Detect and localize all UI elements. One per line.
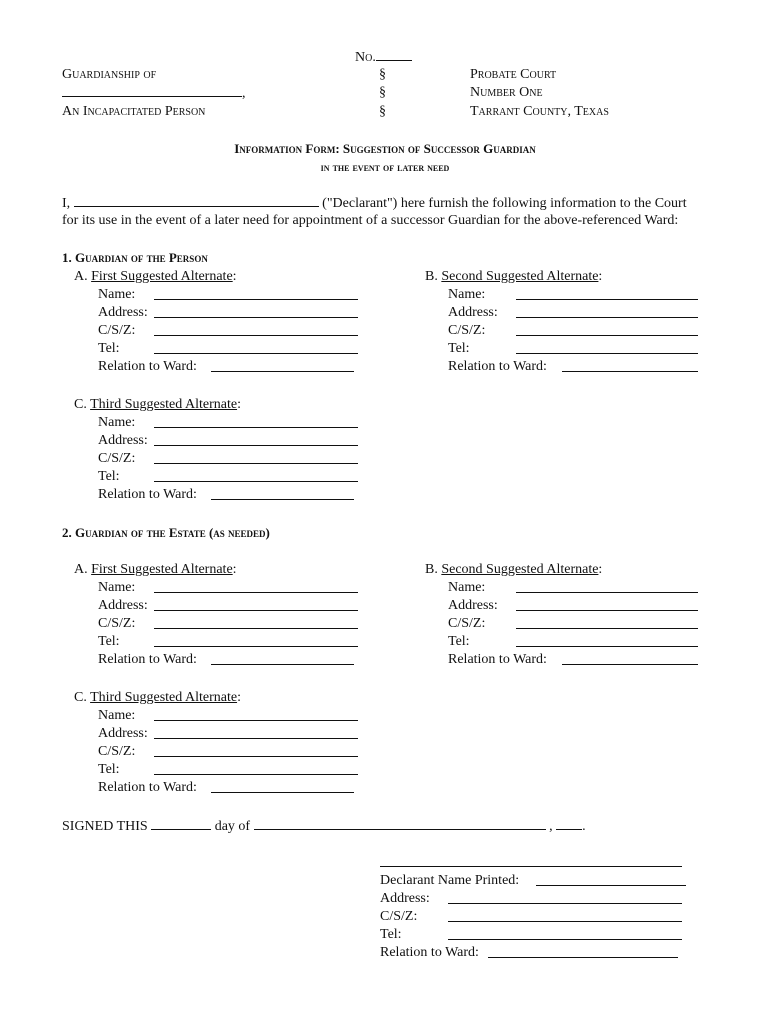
declarant-name-printed-field[interactable] [380, 872, 686, 890]
s2c-address-field[interactable] [98, 725, 358, 743]
s1c-relation-field[interactable] [98, 486, 354, 504]
s1-alt-c-prefix: C. [74, 397, 87, 412]
s2c-tel-field[interactable] [98, 761, 358, 779]
s2a-tel-label: Tel: [98, 634, 120, 649]
s1c-tel-field[interactable] [98, 468, 358, 486]
s2a-csz-label: C/S/Z: [98, 616, 136, 631]
s2c-csz-label: C/S/Z: [98, 744, 136, 759]
declarant-name-field[interactable] [74, 194, 319, 207]
case-number [355, 48, 412, 67]
s1-alt-b-label: Second Suggested Alternate [441, 269, 599, 284]
s1b-csz-field[interactable] [448, 322, 698, 340]
declarant-relation-field[interactable] [380, 944, 678, 962]
s2c-address-label: Address: [98, 726, 148, 741]
s1c-relation-label: Relation to Ward: [98, 487, 197, 502]
s1-alt-a-prefix: A. [74, 269, 88, 284]
s2a-address-label: Address: [98, 598, 148, 613]
s2-alt-b-label: Second Suggested Alternate [441, 562, 599, 577]
signed-month-field[interactable] [254, 817, 546, 830]
s1b-address-label: Address: [448, 305, 498, 320]
caption-ward-name [62, 84, 246, 103]
s1c-address-field[interactable] [98, 432, 358, 450]
form-subtitle: in the event of later need [320, 160, 450, 174]
s1b-address-field[interactable] [448, 304, 698, 322]
s2-alt-c-heading [74, 689, 241, 707]
intro-line1-text: ("Declarant") here furnish the following information to the Court [322, 196, 687, 211]
s2-alt-b-prefix: B. [425, 562, 438, 577]
s2a-address-field[interactable] [98, 597, 358, 615]
section-mark-2: § [379, 85, 386, 100]
s2a-name-field[interactable] [98, 579, 358, 597]
court-number: Number One [470, 85, 543, 100]
s1-alt-b-heading [425, 268, 602, 286]
s2b-csz-field[interactable] [448, 615, 698, 633]
caption-comma: , [242, 86, 246, 101]
s1c-name-label: Name: [98, 415, 136, 430]
signed-line [62, 817, 586, 836]
s1-alt-c-heading [74, 396, 241, 414]
s2c-name-label: Name: [98, 708, 136, 723]
declarant-signature-line[interactable] [380, 852, 682, 867]
declarant-tel-label: Tel: [380, 927, 402, 942]
s1b-name-label: Name: [448, 287, 486, 302]
signed-year-field[interactable] [556, 817, 582, 830]
s2-alt-a-colon: : [232, 562, 237, 577]
s2a-name-label: Name: [98, 580, 136, 595]
s1a-tel-field[interactable] [98, 340, 358, 358]
ward-name-field[interactable] [62, 84, 242, 97]
section2-heading: 2. Guardian of the Estate (as needed) [62, 525, 270, 540]
intro-prefix: I, [62, 196, 71, 211]
s1-alt-c-label: Third Suggested Alternate [90, 397, 238, 412]
s2a-relation-label: Relation to Ward: [98, 652, 197, 667]
s1c-name-field[interactable] [98, 414, 358, 432]
s2b-relation-field[interactable] [448, 651, 698, 669]
s1-alt-a-colon: : [232, 269, 237, 284]
s2a-relation-field[interactable] [98, 651, 354, 669]
s2-alt-a-heading [74, 561, 237, 579]
intro-line-2: for its use in the event of a later need for appointment of a successor Guardian for the above-referenced Ward: [62, 213, 679, 228]
s1b-relation-label: Relation to Ward: [448, 359, 547, 374]
s2c-relation-field[interactable] [98, 779, 354, 797]
signed-prefix: SIGNED THIS [62, 819, 148, 834]
section-mark-1: § [379, 67, 386, 82]
s2c-csz-field[interactable] [98, 743, 358, 761]
s1c-csz-field[interactable] [98, 450, 358, 468]
s2b-address-field[interactable] [448, 597, 698, 615]
declarant-csz-label: C/S/Z: [380, 909, 418, 924]
signed-day-field[interactable] [151, 817, 211, 830]
s1a-csz-field[interactable] [98, 322, 358, 340]
declarant-address-field[interactable] [380, 890, 682, 908]
s2b-name-label: Name: [448, 580, 486, 595]
s1a-tel-label: Tel: [98, 341, 120, 356]
s1c-tel-label: Tel: [98, 469, 120, 484]
court-county: Tarrant County, Texas [470, 104, 609, 119]
s2b-tel-field[interactable] [448, 633, 698, 651]
s2c-relation-label: Relation to Ward: [98, 780, 197, 795]
signed-comma: , [549, 819, 553, 834]
s1-alt-b-colon: : [598, 269, 603, 284]
s1a-csz-label: C/S/Z: [98, 323, 136, 338]
case-number-field[interactable] [376, 48, 412, 61]
signed-period: . [582, 819, 586, 834]
case-number-label: No. [355, 50, 376, 65]
s2b-name-field[interactable] [448, 579, 698, 597]
s1c-csz-label: C/S/Z: [98, 451, 136, 466]
s1b-name-field[interactable] [448, 286, 698, 304]
signed-day-of: day of [214, 819, 251, 834]
s1c-address-label: Address: [98, 433, 148, 448]
s2-alt-b-heading [425, 561, 602, 579]
declarant-address-label: Address: [380, 891, 430, 906]
s2-alt-b-colon: : [598, 562, 603, 577]
s1a-address-field[interactable] [98, 304, 358, 322]
s2b-address-label: Address: [448, 598, 498, 613]
s1b-csz-label: C/S/Z: [448, 323, 486, 338]
s1a-relation-label: Relation to Ward: [98, 359, 197, 374]
s1b-tel-field[interactable] [448, 340, 698, 358]
caption-guardianship: Guardianship of [62, 67, 157, 82]
s1a-name-label: Name: [98, 287, 136, 302]
s1-alt-b-prefix: B. [425, 269, 438, 284]
s2c-name-field[interactable] [98, 707, 358, 725]
intro-line-1 [62, 194, 687, 213]
s1a-name-field[interactable] [98, 286, 358, 304]
court-name: Probate Court [470, 67, 557, 82]
declarant-relation-label: Relation to Ward: [380, 945, 479, 960]
s2-alt-c-label: Third Suggested Alternate [90, 690, 238, 705]
section1-heading: 1. Guardian of the Person [62, 250, 208, 265]
s2-alt-a-label: First Suggested Alternate [91, 562, 233, 577]
s2-alt-c-colon: : [237, 690, 241, 705]
s2c-tel-label: Tel: [98, 762, 120, 777]
declarant-csz-field[interactable] [380, 908, 682, 926]
s1b-relation-field[interactable] [448, 358, 698, 376]
caption-incapacitated: An Incapacitated Person [62, 104, 206, 119]
s1-alt-a-heading [74, 268, 237, 286]
declarant-name-printed-label: Declarant Name Printed: [380, 873, 520, 888]
s2-alt-a-prefix: A. [74, 562, 88, 577]
s2b-csz-label: C/S/Z: [448, 616, 486, 631]
s1b-tel-label: Tel: [448, 341, 470, 356]
declarant-tel-field[interactable] [380, 926, 682, 944]
s2a-csz-field[interactable] [98, 615, 358, 633]
form-title: Information Form: Suggestion of Successor Guardian [234, 141, 536, 156]
s2b-relation-label: Relation to Ward: [448, 652, 547, 667]
s2a-tel-field[interactable] [98, 633, 358, 651]
s2b-tel-label: Tel: [448, 634, 470, 649]
s1a-relation-field[interactable] [98, 358, 354, 376]
s1a-address-label: Address: [98, 305, 148, 320]
s1-alt-a-label: First Suggested Alternate [91, 269, 233, 284]
s1-alt-c-colon: : [237, 397, 241, 412]
section-mark-3: § [379, 104, 386, 119]
s2-alt-c-prefix: C. [74, 690, 87, 705]
